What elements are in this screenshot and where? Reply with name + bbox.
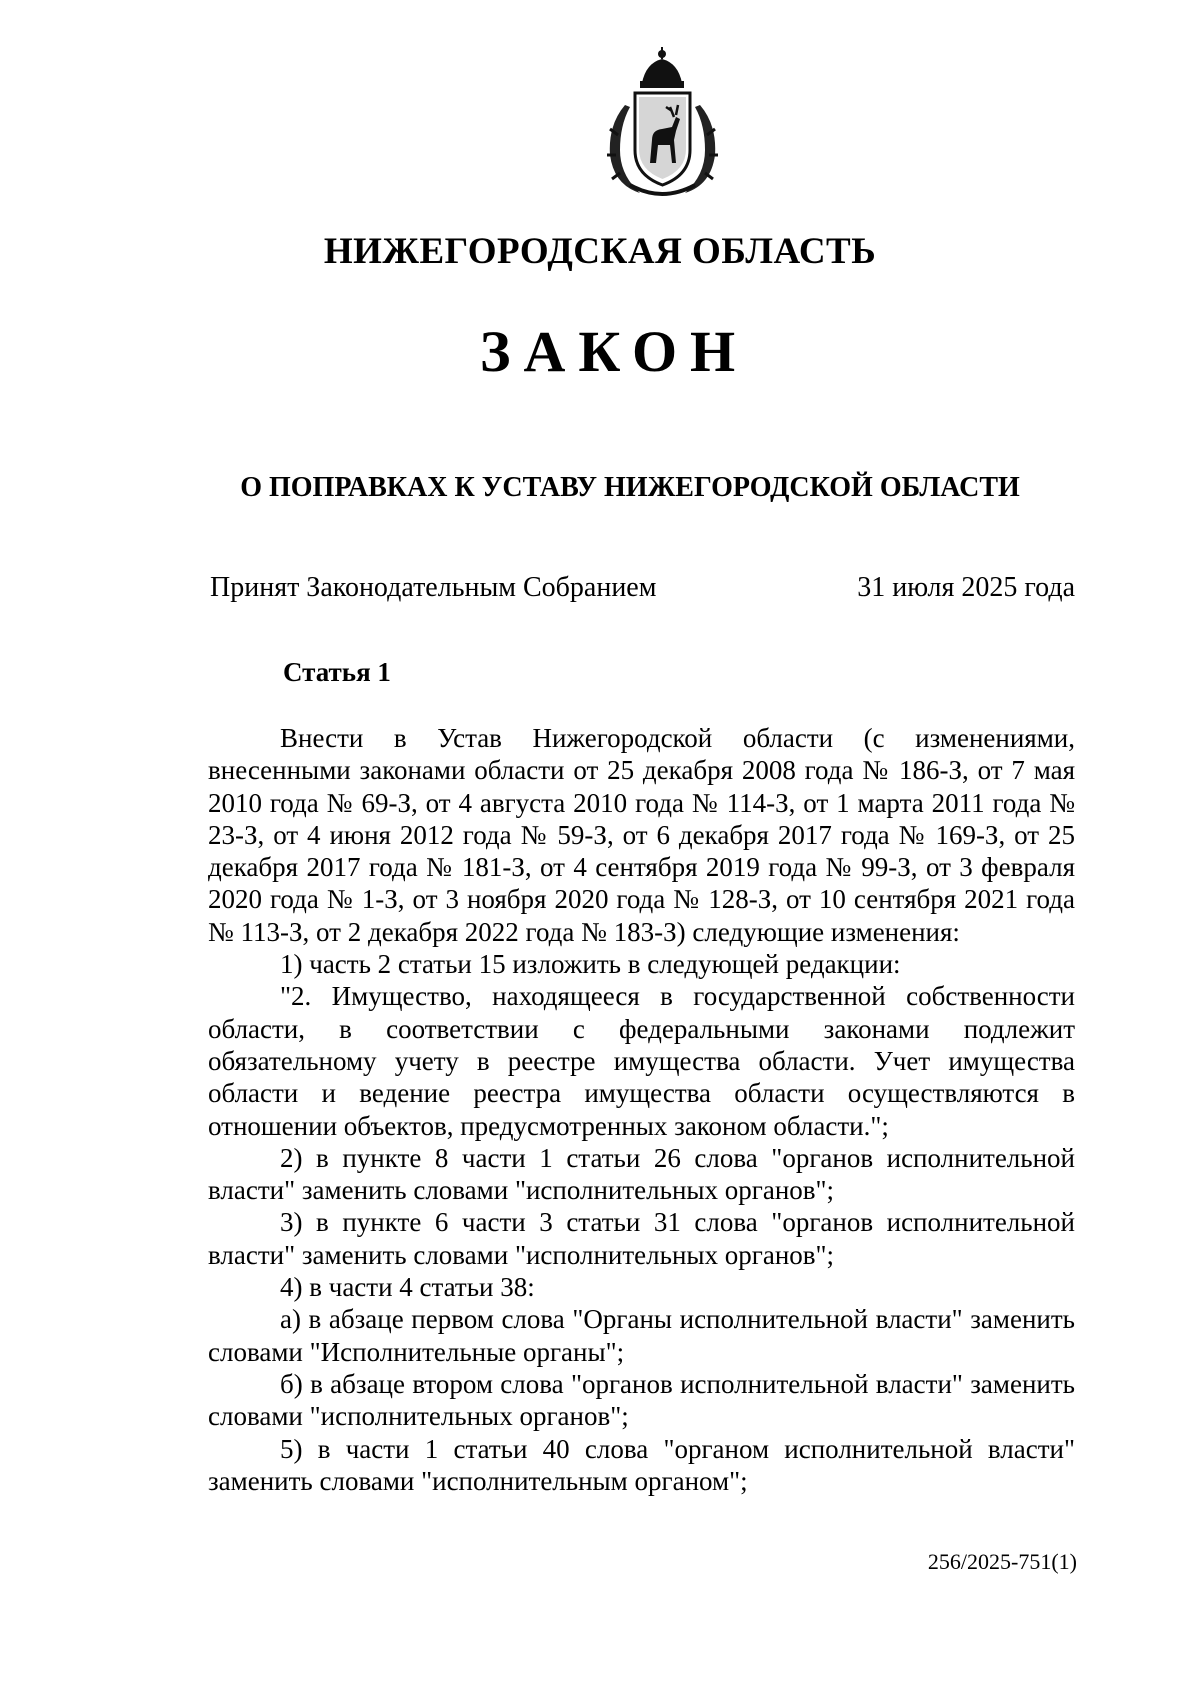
adoption-date: 31 июля 2025 года xyxy=(857,572,1075,603)
article-paragraph: 5) в части 1 статьи 40 слова "органом исполнительной власти" заменить словами "исполнительным органом"; xyxy=(208,1433,1075,1496)
law-subject: О ПОПРАВКАХ К УСТАВУ НИЖЕГОРОДСКОЙ ОБЛАСТИ xyxy=(240,472,1020,503)
article-paragraph: а) в абзаце первом слова "Органы исполнительной власти" заменить словами "Исполнительные органы"; xyxy=(208,1304,1075,1367)
document-number: 256/2025-751(1) xyxy=(927,1549,1077,1574)
article-paragraph: б) в абзаце втором слова "органов исполнительной власти" заменить словами "исполнительных органов"; xyxy=(208,1368,1075,1432)
document-type: ЗАКОН xyxy=(479,319,749,384)
article-paragraph: 2) в пункте 8 части 1 статьи 26 слова "органов исполнительной власти" заменить словами "исполнительных органов"; xyxy=(208,1142,1075,1206)
article-paragraph: 4) в части 4 статьи 38: xyxy=(280,1272,535,1303)
article-paragraph: 3) в пункте 6 части 3 статьи 31 слова "органов исполнительной власти" заменить словами "исполнительных органов"; xyxy=(208,1207,1075,1270)
article-paragraph: "2. Имущество, находящееся в государственной собственности области, в соответствии с федеральными законами подлежит обязательному учету в реестре имущества области. Учет имущества области и ведение реестра имущества области осуществляются в отношении объектов, предусмотренных законом области."; xyxy=(208,981,1075,1141)
article-paragraph: 1) часть 2 статьи 15 изложить в следующей редакции: xyxy=(280,949,901,980)
adopted-by: Принят Законодательным Собранием xyxy=(210,572,657,603)
article-title: Статья 1 xyxy=(283,657,391,687)
coat-of-arms-icon xyxy=(590,45,735,200)
article-paragraph: Внести в Устав Нижегородской области (с изменениями, внесенными законами области от 25 декабря 2008 года № 186-З, от 7 мая 2010 года № 69-З, от 4 августа 2010 года № 114-З, от 1 марта 2011 года № 23-З, от 4 июня 2012 года № 59-З, от 6 декабря 2017 года № 169-З, от 25 декабря 2017 года № 181-З, от 4 сентября 2019 года № 99-З, от 3 февраля 2020 года № 1-З, от 3 ноября 2020 года № 128-З, от 10 сентября 2021 года № 113-З, от 2 декабря 2022 года № 183-З) следующие изменения: xyxy=(208,723,1075,947)
region-title: НИЖЕГОРОДСКАЯ ОБЛАСТЬ xyxy=(323,231,877,272)
article-body xyxy=(208,722,1075,1497)
